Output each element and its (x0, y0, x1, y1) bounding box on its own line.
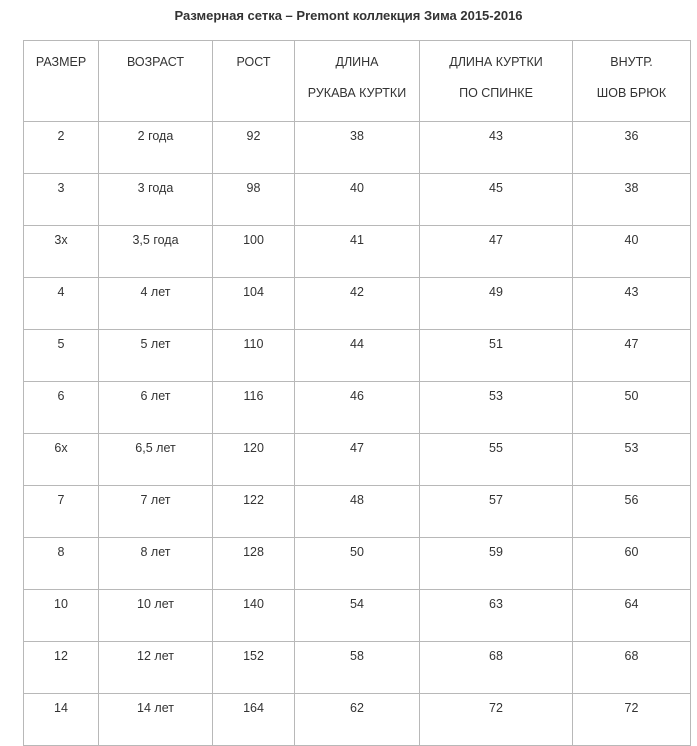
cell-age: 14 лет (99, 694, 213, 746)
cell-age: 10 лет (99, 590, 213, 642)
cell-sleeve-length: 46 (295, 382, 420, 434)
table-row (24, 226, 691, 278)
cell-sleeve-length: 40 (295, 174, 420, 226)
cell-height: 152 (213, 642, 295, 694)
cell-size: 3 (24, 174, 99, 226)
cell-inseam: 64 (573, 590, 691, 642)
cell-jacket-back-length: 53 (420, 382, 573, 434)
header-inseam (573, 41, 691, 122)
cell-size: 12 (24, 642, 99, 694)
table-row (24, 122, 691, 174)
table-row (24, 486, 691, 538)
cell-inseam: 38 (573, 174, 691, 226)
cell-inseam: 40 (573, 226, 691, 278)
cell-inseam: 68 (573, 642, 691, 694)
header-sleeve-length-line2: РУКАВА КУРТКИ (307, 86, 407, 100)
cell-jacket-back-length: 45 (420, 174, 573, 226)
table-row (24, 590, 691, 642)
page-title: Размерная сетка – Premont коллекция Зима 2015-2016 (174, 8, 523, 23)
header-sleeve-length-line1: ДЛИНА (335, 55, 379, 69)
table-row (24, 434, 691, 486)
header-sleeve-length (295, 41, 420, 122)
cell-age: 5 лет (99, 330, 213, 382)
table-row (24, 278, 691, 330)
cell-sleeve-length: 47 (295, 434, 420, 486)
cell-size: 3х (24, 226, 99, 278)
table-row (24, 642, 691, 694)
cell-age: 4 лет (99, 278, 213, 330)
header-inseam-line1: ВНУТР. (610, 55, 653, 69)
cell-jacket-back-length: 68 (420, 642, 573, 694)
cell-jacket-back-length: 72 (420, 694, 573, 746)
header-inseam-line2: ШОВ БРЮК (596, 86, 667, 100)
header-jacket-back-length-line2: ПО СПИНКЕ (459, 86, 533, 100)
cell-inseam: 53 (573, 434, 691, 486)
header-height (213, 41, 295, 122)
cell-inseam: 50 (573, 382, 691, 434)
cell-size: 14 (24, 694, 99, 746)
cell-height: 120 (213, 434, 295, 486)
cell-height: 104 (213, 278, 295, 330)
cell-size: 5 (24, 330, 99, 382)
cell-size: 4 (24, 278, 99, 330)
cell-jacket-back-length: 47 (420, 226, 573, 278)
cell-sleeve-length: 38 (295, 122, 420, 174)
cell-inseam: 72 (573, 694, 691, 746)
cell-height: 164 (213, 694, 295, 746)
cell-sleeve-length: 54 (295, 590, 420, 642)
cell-age: 7 лет (99, 486, 213, 538)
cell-sleeve-length: 48 (295, 486, 420, 538)
cell-jacket-back-length: 49 (420, 278, 573, 330)
cell-inseam: 56 (573, 486, 691, 538)
cell-inseam: 36 (573, 122, 691, 174)
size-chart-table (23, 40, 691, 746)
cell-size: 7 (24, 486, 99, 538)
table-row (24, 382, 691, 434)
header-age-label: ВОЗРАСТ (126, 55, 184, 69)
table-header-row (24, 41, 691, 122)
cell-height: 128 (213, 538, 295, 590)
cell-age: 8 лет (99, 538, 213, 590)
cell-sleeve-length: 42 (295, 278, 420, 330)
cell-age: 3 года (99, 174, 213, 226)
cell-height: 140 (213, 590, 295, 642)
cell-height: 100 (213, 226, 295, 278)
cell-age: 3,5 года (99, 226, 213, 278)
cell-jacket-back-length: 55 (420, 434, 573, 486)
table-row (24, 330, 691, 382)
cell-height: 110 (213, 330, 295, 382)
cell-age: 6,5 лет (99, 434, 213, 486)
cell-size: 10 (24, 590, 99, 642)
cell-age: 2 года (99, 122, 213, 174)
cell-jacket-back-length: 59 (420, 538, 573, 590)
cell-height: 92 (213, 122, 295, 174)
cell-age: 12 лет (99, 642, 213, 694)
header-jacket-back-length (420, 41, 573, 122)
cell-jacket-back-length: 57 (420, 486, 573, 538)
header-age (99, 41, 213, 122)
cell-jacket-back-length: 63 (420, 590, 573, 642)
cell-height: 122 (213, 486, 295, 538)
cell-sleeve-length: 58 (295, 642, 420, 694)
header-jacket-back-length-line1: ДЛИНА КУРТКИ (449, 55, 543, 69)
header-height-label: РОСТ (236, 55, 271, 69)
cell-height: 98 (213, 174, 295, 226)
table-row (24, 174, 691, 226)
cell-age: 6 лет (99, 382, 213, 434)
cell-size: 8 (24, 538, 99, 590)
cell-jacket-back-length: 43 (420, 122, 573, 174)
cell-jacket-back-length: 51 (420, 330, 573, 382)
cell-size: 2 (24, 122, 99, 174)
cell-sleeve-length: 44 (295, 330, 420, 382)
cell-sleeve-length: 50 (295, 538, 420, 590)
header-size (24, 41, 99, 122)
cell-sleeve-length: 62 (295, 694, 420, 746)
cell-inseam: 43 (573, 278, 691, 330)
header-size-label: РАЗМЕР (35, 55, 87, 69)
cell-sleeve-length: 41 (295, 226, 420, 278)
cell-height: 116 (213, 382, 295, 434)
table-row (24, 694, 691, 746)
cell-size: 6 (24, 382, 99, 434)
cell-inseam: 60 (573, 538, 691, 590)
cell-size: 6х (24, 434, 99, 486)
table-row (24, 538, 691, 590)
cell-inseam: 47 (573, 330, 691, 382)
